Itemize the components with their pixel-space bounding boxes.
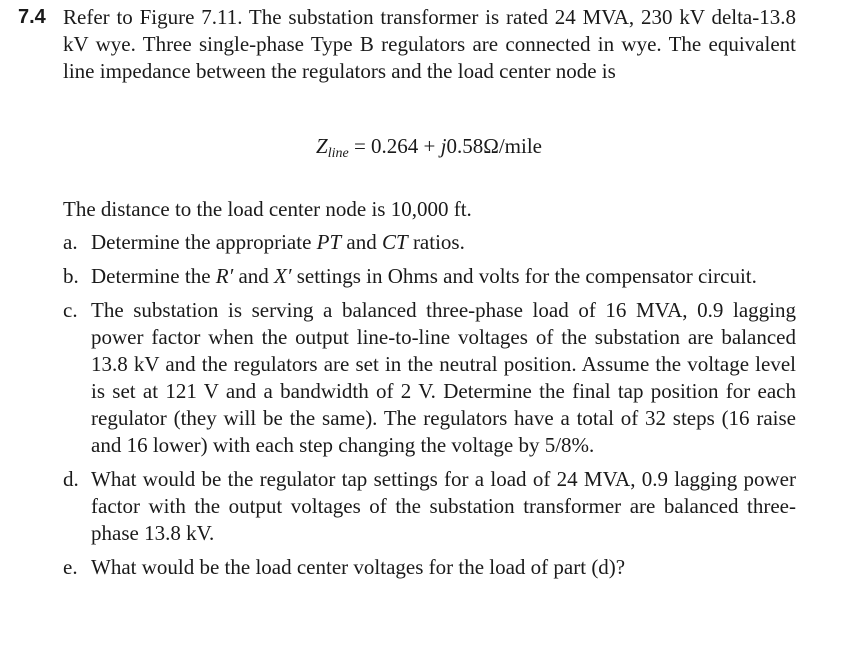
question-marker: d. xyxy=(63,467,79,491)
question-text: What would be the regulator tap settings for a load of 24 MVA, 0.9 lagging power factor with the output voltages of the substation transformer are balanced three-phase 13.8 kV. xyxy=(91,467,796,545)
question-item-d xyxy=(63,466,796,547)
question-marker: b. xyxy=(63,264,79,288)
equation-subscript: line xyxy=(327,146,349,161)
x-prime-term: X′ xyxy=(274,264,292,288)
question-text xyxy=(91,263,796,290)
question-text: The substation is serving a balanced three-phase load of 16 MVA, 0.9 lagging power factor when the output line-to-line voltages of the substation are balanced 13.8 kV and the regulators are set in the neutral position. Assume the voltage level is set at 121 V and a bandwidth of 2 V. Determine the final tap position for each regulator (they will be the same). The regulators have a total of 32 steps (16 raise and 16 lower) with each step changing the voltage by 5/8%. xyxy=(91,298,796,457)
question-text-part: and xyxy=(233,264,275,288)
question-text: What would be the load center voltages for the load of part (d)? xyxy=(91,555,626,579)
question-item-b xyxy=(63,263,796,290)
question-list xyxy=(63,229,796,588)
r-prime-term: R′ xyxy=(215,264,234,288)
question-item-c xyxy=(63,297,796,459)
question-text xyxy=(91,229,796,256)
problem-intro: Refer to Figure 7.11. The substation transformer is rated 24 MVA, 230 kV delta-13.8 kV wye. Three single-phase Type B regulators are connected in wye. The equivalent line impedance between the regulators and the load center node is xyxy=(63,5,796,83)
equation-real-part: = 0.264 + xyxy=(348,134,441,158)
distance-statement: The distance to the load center node is 10,000 ft. xyxy=(63,197,472,221)
question-text-part: Determine the appropriate xyxy=(91,230,317,254)
ct-term: CT xyxy=(382,230,408,254)
equation-imaginary-part: 0.58Ω/mile xyxy=(446,134,542,158)
equation-imaginary-unit: j xyxy=(440,134,447,158)
question-marker: c. xyxy=(63,298,78,322)
question-text-part: Determine the xyxy=(91,264,216,288)
question-marker: a. xyxy=(63,230,78,254)
question-item-e xyxy=(63,554,796,581)
question-text-part: settings in Ohms and volts for the compensator circuit. xyxy=(291,264,757,288)
question-text-part: ratios. xyxy=(407,230,465,254)
problem-number: 7.4 xyxy=(18,6,46,28)
equation-symbol: Z xyxy=(316,134,328,158)
question-marker: e. xyxy=(63,555,78,579)
pt-term: PT xyxy=(316,230,342,254)
question-item-a xyxy=(63,229,796,256)
line-impedance-equation xyxy=(0,131,848,169)
question-text-part: and xyxy=(341,230,382,254)
